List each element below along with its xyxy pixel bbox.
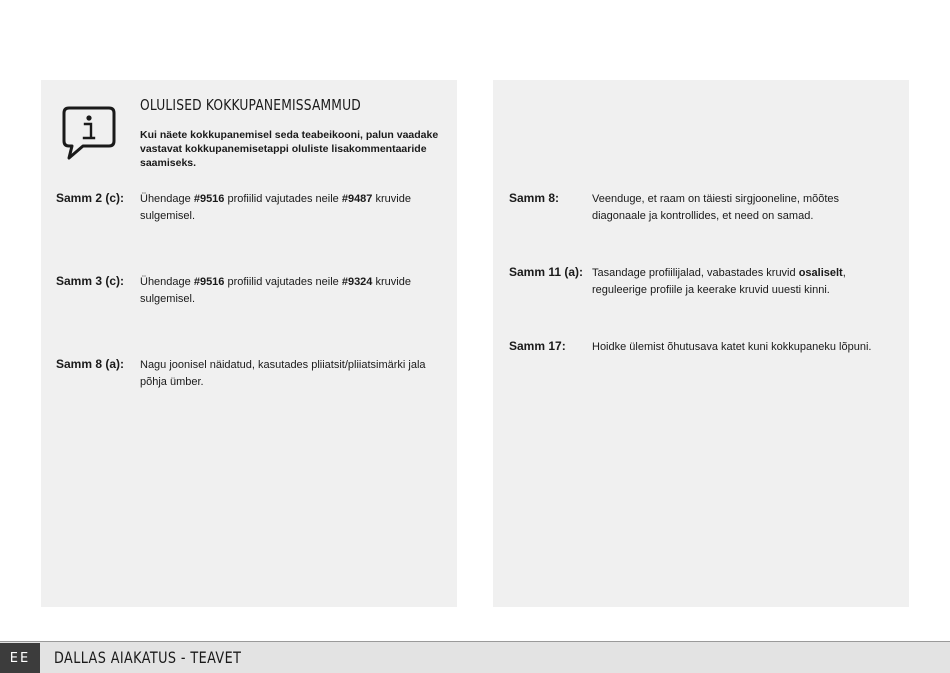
- step-text-run: Tasandage profiilijalad, vabastades kruvid: [592, 267, 799, 279]
- step-label: Samm 8 (a):: [56, 357, 125, 371]
- step-text-run: kruvide sulgemisel.: [140, 276, 411, 305]
- step-text: [140, 274, 428, 308]
- right-panel: [493, 80, 909, 607]
- step-text-run: , reguleerige profiile ja keerake kruvid uuesti kinni.: [592, 267, 846, 296]
- step-text-run: profiilid vajutades neile: [224, 193, 342, 205]
- step-label: Samm 11 (a):: [509, 265, 584, 279]
- step-text: [592, 191, 880, 225]
- left-panel: [41, 80, 457, 607]
- step-text-bold: #9324: [341, 276, 373, 288]
- step-text-run: Ühendage: [140, 193, 194, 205]
- step-text-bold: osaliselt: [798, 267, 843, 279]
- step-text-run: Nagu joonisel näidatud, kasutades pliiatsit/pliiatsimärki jala põhja ümber.: [140, 359, 426, 388]
- step-label: Samm 2 (c):: [56, 191, 125, 205]
- language-badge: EE: [0, 643, 40, 673]
- step-text-run: profiilid vajutades neile: [224, 276, 342, 288]
- step-text-bold: #9516: [193, 276, 225, 288]
- step-label: Samm 17:: [509, 339, 566, 353]
- step-text-run: Hoidke ülemist õhutusava katet kuni kokkupaneku lõpuni.: [592, 341, 872, 353]
- notice-title: OLULISED KOKKUPANEMISSAMMUD: [140, 96, 361, 114]
- step-text: [592, 265, 880, 299]
- step-text: [592, 339, 880, 356]
- step-text-run: Veenduge, et raam on täiesti sirgjooneline, mõõtes diagonaale ja kontrollides, et need on samad.: [592, 193, 840, 222]
- step-text-bold: #9487: [341, 193, 373, 205]
- step-label: Samm 8:: [509, 191, 560, 205]
- step-text-run: Ühendage: [140, 276, 194, 288]
- step-text-run: kruvide sulgemisel.: [140, 193, 411, 222]
- step-text: [140, 357, 428, 391]
- step-text-bold: #9516: [193, 193, 225, 205]
- notice-text: Kui näete kokkupanemisel seda teabeikooni, palun vaadake vastavat kokkupanemisetappi oluliste lisakommentaaride saamiseks.: [140, 129, 439, 169]
- footer-bar: [0, 641, 950, 673]
- step-text: [140, 191, 428, 225]
- info-speech-bubble-icon: [61, 104, 117, 160]
- footer-title: DALLAS AIAKATUS - TEAVET: [54, 648, 242, 667]
- step-label: Samm 3 (c):: [56, 274, 125, 288]
